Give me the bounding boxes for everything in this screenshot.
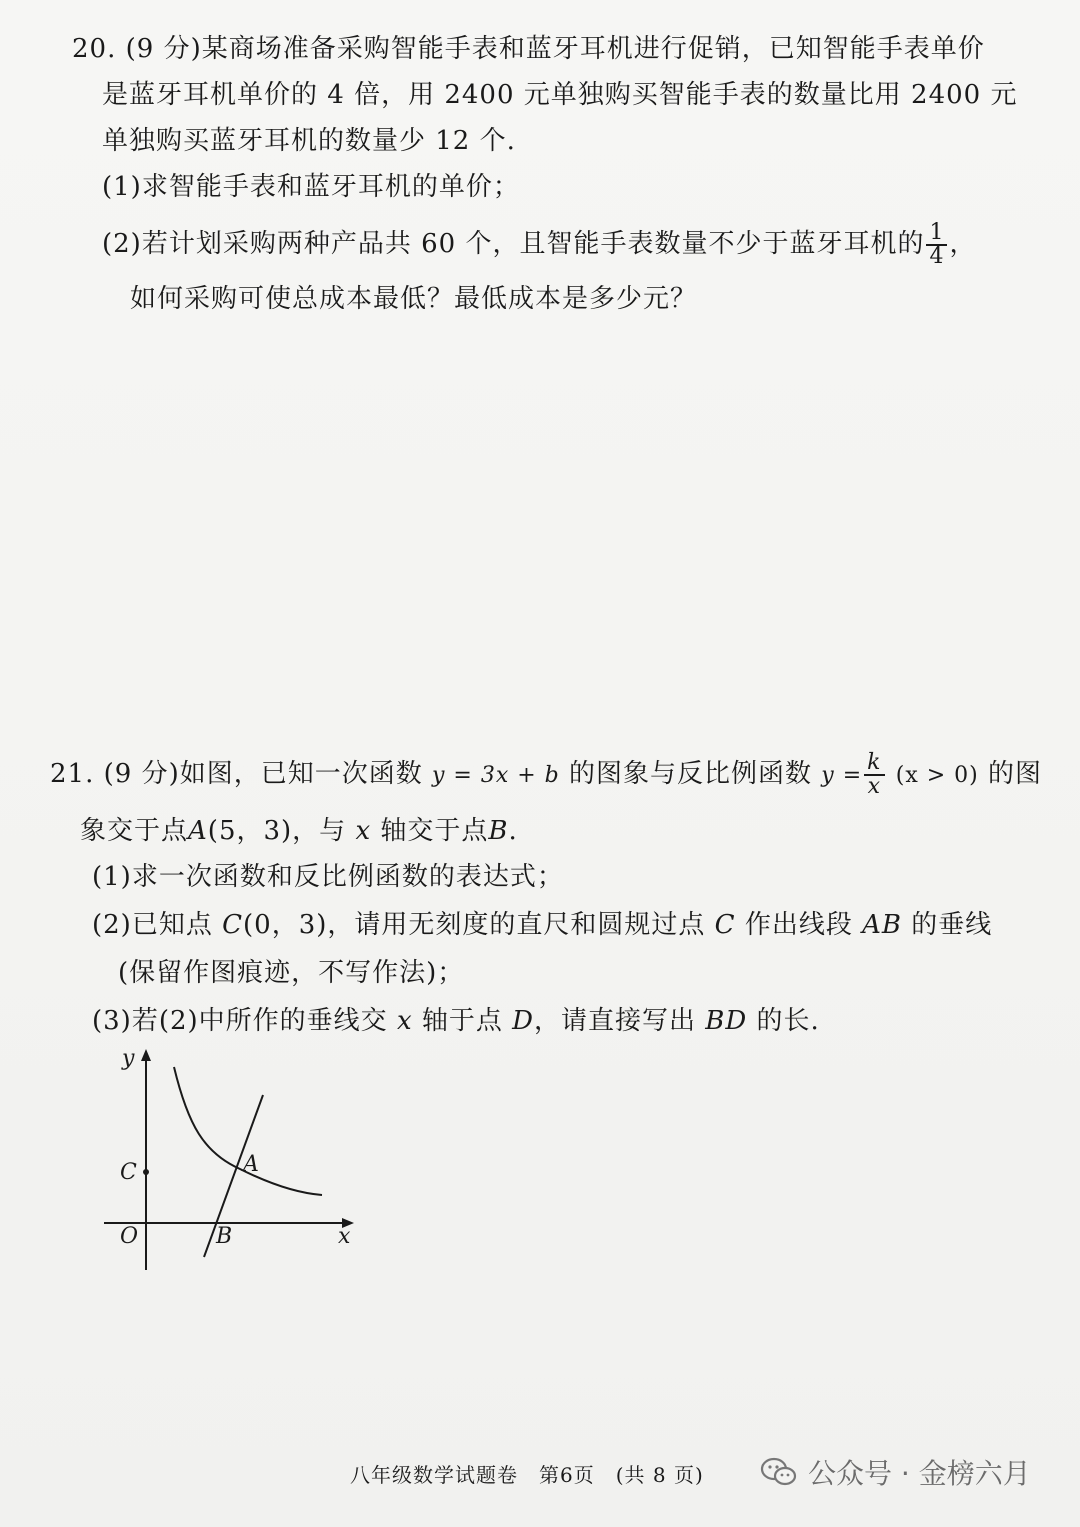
q21-part3 bbox=[92, 1004, 820, 1038]
q21-point-c: C bbox=[222, 910, 244, 940]
q21-line2 bbox=[80, 814, 518, 848]
q21-eq-inverse-lhs: y = bbox=[821, 763, 863, 788]
q21-part3-a: (3)若(2)中所作的垂线交 bbox=[92, 1006, 388, 1036]
q21-segment-ab: AB bbox=[862, 910, 902, 940]
label-a: A bbox=[243, 1152, 259, 1177]
q21-part2-c: 作出线段 bbox=[744, 910, 853, 940]
watermark-text: 公众号 · 金榜六月 bbox=[808, 1457, 1031, 1490]
q21-eq-condition: (x > 0) bbox=[895, 763, 979, 788]
q21-part1: (1)求一次函数和反比例函数的表达式； bbox=[92, 862, 564, 892]
label-o: O bbox=[120, 1224, 139, 1249]
q21-line2-d: . bbox=[508, 816, 518, 846]
q21-point-a: A bbox=[188, 816, 208, 846]
wechat-icon bbox=[760, 1456, 798, 1488]
page-footer: 八年级数学试题卷 第6页 (共 8 页) bbox=[350, 1463, 704, 1487]
q20-part2-line2: 如何采购可使总成本最低？最低成本是多少元？ bbox=[130, 284, 698, 314]
q21-part3-b: 轴于点 bbox=[421, 1006, 503, 1036]
q21-part3-c: ，请直接写出 bbox=[534, 1006, 697, 1036]
watermark bbox=[760, 1452, 1031, 1492]
q21-point-b: B bbox=[488, 816, 509, 846]
q21-line2-c: 轴交于点 bbox=[380, 816, 489, 846]
q20-fraction-denominator: 4 bbox=[929, 244, 945, 269]
label-x: x bbox=[338, 1224, 351, 1249]
q21-line1-a: 21. (9 分)如图，已知一次函数 bbox=[50, 759, 423, 789]
q20-fraction bbox=[926, 222, 947, 268]
q21-point-d: D bbox=[512, 1006, 535, 1036]
function-graph bbox=[100, 1045, 370, 1275]
q20-fraction-numerator: 1 bbox=[926, 222, 947, 246]
q20-line3: 单独购买蓝牙耳机的数量少 12 个. bbox=[102, 126, 516, 156]
q21-point-c-2: C bbox=[714, 910, 736, 940]
q20-part2-comma: ， bbox=[949, 229, 977, 259]
q20-part1: (1)求智能手表和蓝牙耳机的单价； bbox=[102, 172, 520, 202]
q21-part2 bbox=[92, 908, 992, 942]
q21-line1 bbox=[50, 752, 1042, 798]
q21-eq-denominator: x bbox=[867, 774, 882, 799]
label-y: y bbox=[122, 1046, 135, 1071]
q21-x-var: x bbox=[355, 816, 372, 846]
q21-eq-inverse-fraction bbox=[864, 752, 884, 798]
q21-part3-x: x bbox=[396, 1006, 413, 1036]
q21-part2-a: (2)已知点 bbox=[92, 910, 213, 940]
q21-part3-d: 的长. bbox=[756, 1006, 820, 1036]
q20-line1: 20. (9 分)某商场准备采购智能手表和蓝牙耳机进行促销，已知智能手表单价 bbox=[72, 34, 985, 64]
q21-line2-b: (5，3)，与 bbox=[207, 816, 347, 846]
label-c: C bbox=[120, 1160, 137, 1185]
q21-eq-numerator: k bbox=[864, 752, 884, 776]
q21-part2-line2: (保留作图痕迹，不写作法)； bbox=[118, 958, 465, 988]
q21-segment-bd: BD bbox=[705, 1006, 748, 1036]
q20-line2: 是蓝牙耳机单价的 4 倍，用 2400 元单独购买智能手表的数量比用 2400 元 bbox=[102, 80, 1018, 110]
q21-line1-b: 的图象与反比例函数 bbox=[569, 759, 813, 789]
q21-line1-c: 的图 bbox=[988, 759, 1043, 789]
label-b: B bbox=[216, 1224, 233, 1249]
y-axis-arrow-icon bbox=[141, 1049, 151, 1061]
point-c-dot bbox=[143, 1169, 149, 1175]
q21-part2-b: (0，3)，请用无刻度的直尺和圆规过点 bbox=[243, 910, 706, 940]
q21-eq-linear: y = 3x + b bbox=[431, 763, 560, 788]
q20-part2-text: (2)若计划采购两种产品共 60 个，且智能手表数量不少于蓝牙耳机的 bbox=[102, 229, 925, 259]
q20-part2 bbox=[102, 222, 976, 268]
q21-line2-a: 象交于点 bbox=[80, 816, 189, 846]
q21-part2-d: 的垂线 bbox=[911, 910, 993, 940]
